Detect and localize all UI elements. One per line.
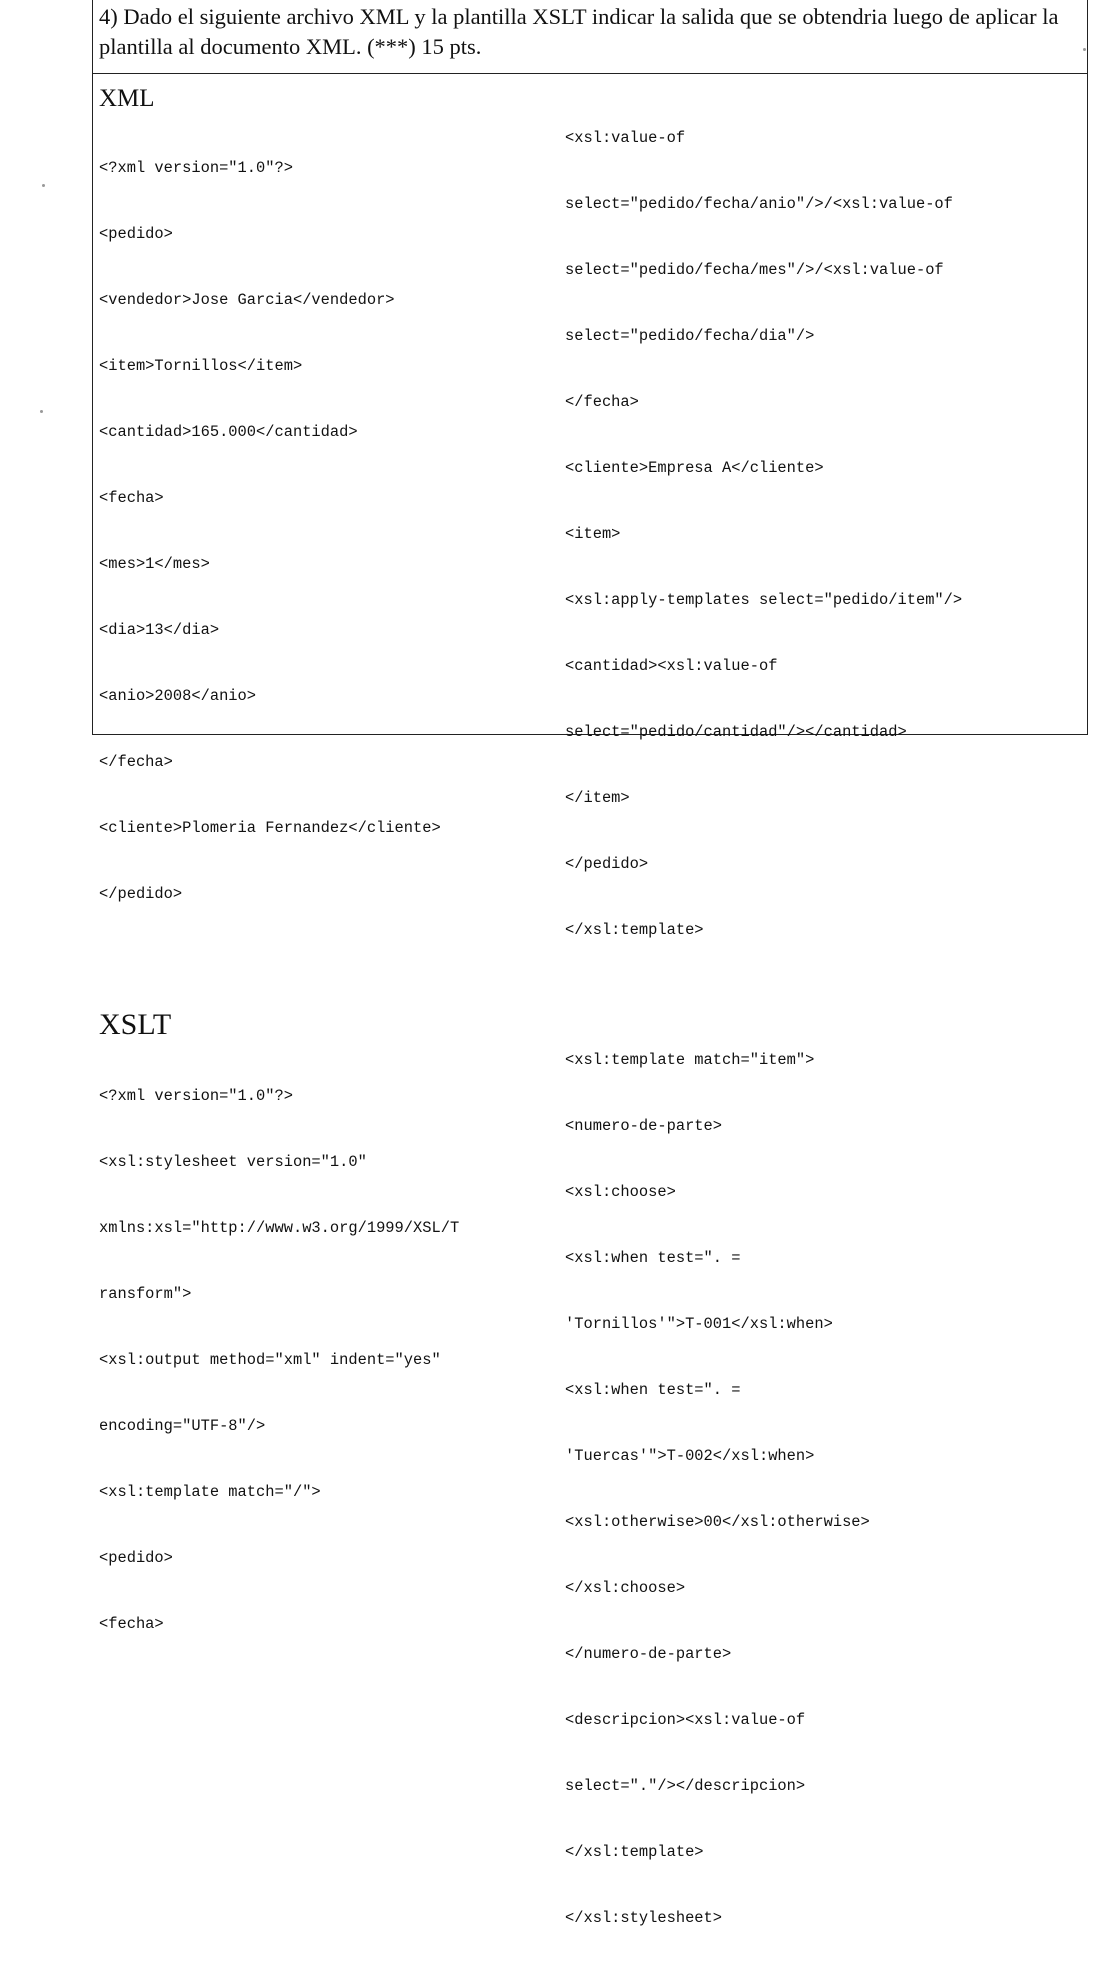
code-line: select="pedido/fecha/anio"/>/<xsl:value-of	[565, 195, 953, 213]
xslt-item-template-block	[565, 1005, 1085, 1973]
xslt-code-block	[99, 1041, 554, 1679]
code-line: xmlns:xsl="http://www.w3.org/1999/XSL/T	[99, 1219, 460, 1237]
code-line: select="pedido/cantidad"/></cantidad>	[565, 723, 907, 741]
code-line: <xsl:otherwise>00</xsl:otherwise>	[565, 1513, 870, 1531]
code-line: <cliente>Plomeria Fernandez</cliente>	[99, 819, 441, 837]
code-line: 'Tornillos'">T-001</xsl:when>	[565, 1315, 833, 1333]
xml-heading: XML	[99, 85, 155, 112]
code-line: <xsl:stylesheet version="1.0"	[99, 1153, 367, 1171]
code-line: </fecha>	[565, 393, 639, 411]
code-line: </xsl:template>	[565, 1843, 704, 1861]
xml-code-block	[99, 113, 554, 949]
code-line: <xsl:when test=". =	[565, 1381, 741, 1399]
code-line: <?xml version="1.0"?>	[99, 1087, 293, 1105]
code-line: <mes>1</mes>	[99, 555, 210, 573]
code-line: </xsl:choose>	[565, 1579, 686, 1597]
code-line: <xsl:template match="/">	[99, 1483, 321, 1501]
code-line: <cantidad><xsl:value-of	[565, 657, 778, 675]
code-line: </xsl:stylesheet>	[565, 1909, 723, 1927]
code-line: </fecha>	[99, 753, 173, 771]
code-line: </pedido>	[99, 885, 183, 903]
code-line: <?xml version="1.0"?>	[99, 159, 293, 177]
code-line: <xsl:value-of	[565, 129, 686, 147]
code-line: <pedido>	[99, 225, 173, 243]
scan-speck	[1083, 48, 1086, 51]
code-line: <fecha>	[99, 1615, 164, 1633]
code-line: <cliente>Empresa A</cliente>	[565, 459, 824, 477]
code-line: <fecha>	[99, 489, 164, 507]
code-line: <xsl:when test=". =	[565, 1249, 741, 1267]
code-line: </item>	[565, 789, 630, 807]
code-line: select="pedido/fecha/dia"/>	[565, 327, 815, 345]
code-line: <numero-de-parte>	[565, 1117, 723, 1135]
code-line: select="pedido/fecha/mes"/>/<xsl:value-of	[565, 261, 944, 279]
code-line: <xsl:template match="item">	[565, 1051, 815, 1069]
code-line: </xsl:template>	[565, 921, 704, 939]
block-spacer	[565, 985, 1085, 1005]
code-line: <pedido>	[99, 1549, 173, 1567]
question-text: 4) Dado el siguiente archivo XML y la plantilla XSLT indicar la salida que se obtendria luego de aplicar la plantilla al documento XML. (***) 15 pts.	[99, 4, 1059, 59]
scan-speck	[42, 184, 45, 187]
code-line: <dia>13</dia>	[99, 621, 220, 639]
code-line: <item>Tornillos</item>	[99, 357, 303, 375]
code-line: <descripcion><xsl:value-of	[565, 1711, 806, 1729]
code-line: encoding="UTF-8"/>	[99, 1417, 266, 1435]
exam-question-frame	[92, 0, 1088, 1927]
code-line: <anio>2008</anio>	[99, 687, 257, 705]
code-line: ransform">	[99, 1285, 192, 1303]
scan-speck	[40, 410, 43, 413]
xslt-heading: XSLT	[99, 1008, 172, 1041]
right-column	[565, 83, 1085, 1973]
code-line: <xsl:apply-templates select="pedido/item"/>	[565, 591, 963, 609]
left-column	[99, 83, 554, 1679]
code-line: </pedido>	[565, 855, 649, 873]
code-line: <xsl:output method="xml" indent="yes"	[99, 1351, 441, 1369]
code-line: <cantidad>165.000</cantidad>	[99, 423, 358, 441]
xslt-root-template-block	[565, 83, 1085, 985]
code-line: select="."/></descripcion>	[565, 1777, 806, 1795]
code-line: </numero-de-parte>	[565, 1645, 732, 1663]
code-line: <xsl:choose>	[565, 1183, 676, 1201]
code-line: <vendedor>Jose Garcia</vendedor>	[99, 291, 395, 309]
code-line: 'Tuercas'">T-002</xsl:when>	[565, 1447, 815, 1465]
question-header	[93, 0, 1087, 74]
code-line: <item>	[565, 525, 621, 543]
